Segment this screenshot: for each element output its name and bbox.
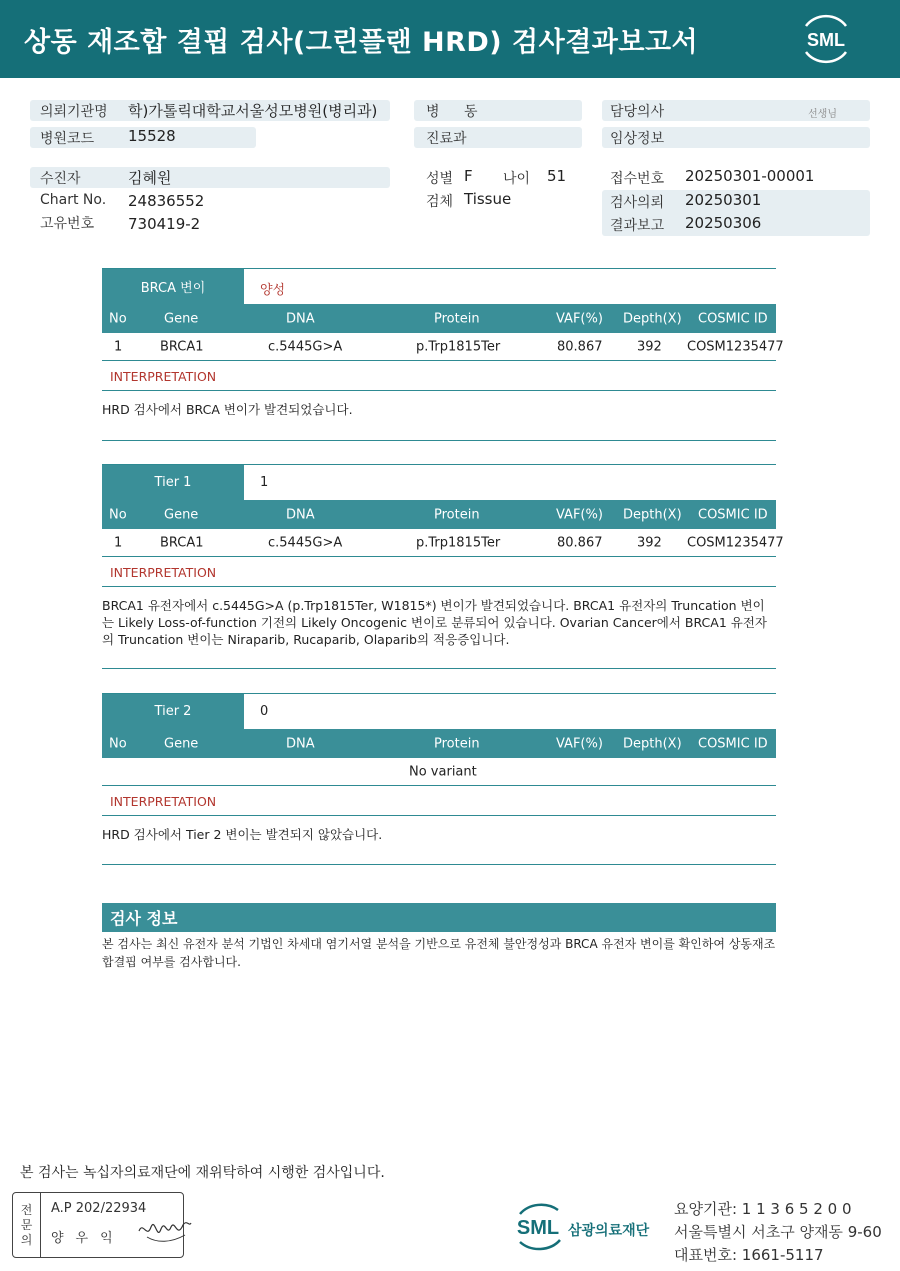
tier1-section (102, 464, 784, 648)
col-depth: Depth(X) (623, 507, 682, 522)
row-protein: p.Trp1815Ter (416, 339, 501, 354)
specimen-label: 검체 (426, 194, 454, 210)
col-no: No (109, 736, 127, 751)
chart-value: 24836552 (128, 192, 205, 210)
hospital-code-value: 15528 (128, 127, 176, 145)
row-no: 1 (114, 339, 123, 354)
brca-section (102, 268, 784, 418)
sml-logo (798, 12, 854, 64)
brca-column-header (102, 304, 776, 333)
col-no: No (109, 311, 127, 326)
stamp-side-char: 의 (20, 1232, 33, 1247)
col-gene: Gene (164, 736, 199, 751)
row-cosmic: COSM1235477 (687, 535, 784, 550)
age-value: 51 (547, 167, 567, 185)
row-depth: 392 (637, 535, 662, 550)
specialist-stamp (12, 1192, 184, 1258)
institution-label: 의뢰기관명 (40, 104, 108, 120)
table-row (102, 333, 784, 361)
chart-label: Chart No. (40, 192, 107, 208)
interpretation-label: INTERPRETATION (110, 369, 217, 384)
department-label: 진료과 (426, 131, 467, 147)
tier2-section-header (102, 693, 776, 729)
brca-section-value: 양성 (260, 283, 286, 298)
doctor-suffix: 선생님 (808, 109, 837, 120)
receipt-value: 20250301-00001 (685, 167, 815, 185)
stamp-side-label (13, 1193, 41, 1257)
receipt-label: 접수번호 (610, 171, 665, 187)
sml-footer-logo-text: SML (516, 1217, 560, 1239)
stamp-number: A.P 202/22934 (51, 1201, 147, 1216)
test-info-title: 검사 정보 (110, 909, 178, 928)
test-info-bar (102, 903, 776, 932)
sex-label: 성별 (426, 171, 454, 187)
brca-section-label: BRCA 변이 (102, 269, 244, 304)
tier2-interpretation-text: HRD 검사에서 Tier 2 변이는 발견되지 않았습니다. (102, 827, 383, 842)
stamp-side-char: 문 (20, 1217, 33, 1232)
col-depth: Depth(X) (623, 311, 682, 326)
row-depth: 392 (637, 339, 662, 354)
hospital-code-label: 병원코드 (40, 131, 95, 147)
examinee-value: 김혜원 (128, 169, 172, 187)
tier2-section (102, 693, 776, 843)
table-row (102, 758, 776, 786)
section-divider (102, 864, 776, 865)
tier1-column-header (102, 500, 776, 529)
tier2-section-value: 0 (260, 704, 269, 719)
col-cosmic: COSMIC ID (698, 507, 768, 522)
col-depth: Depth(X) (623, 736, 682, 751)
brca-section-header (102, 268, 776, 304)
row-no: 1 (114, 535, 123, 550)
specimen-value: Tissue (464, 190, 512, 208)
stamp-side-char: 전 (20, 1202, 33, 1217)
no-variant-text: No variant (409, 764, 477, 779)
col-dna: DNA (286, 736, 315, 751)
table-row (102, 529, 784, 557)
col-dna: DNA (286, 311, 315, 326)
col-protein: Protein (434, 311, 480, 326)
doctor-label: 담당의사 (610, 104, 665, 120)
tier2-section-label: Tier 2 (102, 694, 244, 729)
report-label: 결과보고 (610, 218, 665, 234)
care-code: 요양기관: 1 1 3 6 5 2 0 0 (674, 1200, 852, 1218)
col-cosmic: COSMIC ID (698, 311, 768, 326)
col-gene: Gene (164, 507, 199, 522)
col-dna: DNA (286, 507, 315, 522)
test-info-text: 본 검사는 최신 유전자 분석 기법인 차세대 염기서열 분석을 기반으로 유전체 불안정성과 BRCA 유전자 변이를 확인하여 상동재조합결핍 여부를 검사합니다. (102, 937, 776, 969)
row-gene: BRCA1 (160, 339, 204, 354)
col-no: No (109, 507, 127, 522)
brca-interpretation-header (102, 361, 776, 391)
interpretation-label: INTERPRETATION (110, 565, 217, 580)
row-gene: BRCA1 (160, 535, 204, 550)
report-header (0, 0, 900, 78)
row-dna: c.5445G>A (268, 535, 343, 550)
address: 서울특별시 서초구 양재동 9-60 (674, 1223, 882, 1241)
col-vaf: VAF(%) (556, 507, 603, 522)
interpretation-label: INTERPRETATION (110, 794, 217, 809)
request-label: 검사의뢰 (610, 195, 665, 211)
tier1-section-value: 1 (260, 475, 269, 490)
col-protein: Protein (434, 507, 480, 522)
col-protein: Protein (434, 736, 480, 751)
tier2-column-header (102, 729, 776, 758)
col-vaf: VAF(%) (556, 736, 603, 751)
brca-interpretation-text: HRD 검사에서 BRCA 변이가 발견되었습니다. (102, 402, 353, 417)
tier1-interpretation-text: BRCA1 유전자에서 c.5445G>A (p.Trp1815Ter, W1815*) 변이가 발견되었습니다. BRCA1 유전자의 Truncation 변이는 Likely Loss-of-function 기전의 Likely Oncogenic 변이로 분류되어 있습니다. Ovarian Cancer에서 BRCA1 유전자의 Truncation 변이는 Niraparib, Rucaparib, Olaparib의 적응증입니다. (102, 598, 767, 647)
organization-name: 삼광의료재단 (568, 1223, 650, 1239)
row-cosmic: COSM1235477 (687, 339, 784, 354)
col-vaf: VAF(%) (556, 311, 603, 326)
clinical-info-label: 임상정보 (610, 131, 665, 147)
request-value: 20250301 (685, 191, 762, 209)
sml-footer-logo (510, 1200, 570, 1252)
institution-value: 학)가톨릭대학교서울성모병원(병리과) (128, 102, 378, 120)
signature (137, 1213, 193, 1247)
unique-value: 730419-2 (128, 215, 201, 233)
sml-logo-text: SML (807, 30, 845, 50)
sex-value: F (464, 167, 473, 185)
section-divider (102, 440, 776, 441)
ward-label: 병 동 (426, 104, 488, 120)
row-dna: c.5445G>A (268, 339, 343, 354)
stamp-name: 양우익 (51, 1231, 125, 1246)
report-value: 20250306 (685, 214, 762, 232)
section-divider (102, 668, 776, 669)
examinee-pill (30, 167, 390, 188)
tier1-section-label: Tier 1 (102, 465, 244, 500)
tier1-interpretation-header (102, 557, 776, 587)
row-protein: p.Trp1815Ter (416, 535, 501, 550)
footer-note: 본 검사는 녹십자의료재단에 재위탁하여 시행한 검사입니다. (20, 1165, 385, 1181)
row-vaf: 80.867 (557, 339, 603, 354)
col-cosmic: COSMIC ID (698, 736, 768, 751)
tier2-interpretation-header (102, 786, 776, 816)
phone: 대표번호: 1661-5117 (674, 1246, 824, 1264)
examinee-label: 수진자 (40, 171, 81, 187)
unique-label: 고유번호 (40, 216, 95, 232)
row-vaf: 80.867 (557, 535, 603, 550)
tier1-section-header (102, 464, 776, 500)
report-title: 상동 재조합 결핍 검사(그린플랜 HRD) 검사결과보고서 (24, 27, 699, 58)
age-label: 나이 (503, 171, 531, 187)
col-gene: Gene (164, 311, 199, 326)
